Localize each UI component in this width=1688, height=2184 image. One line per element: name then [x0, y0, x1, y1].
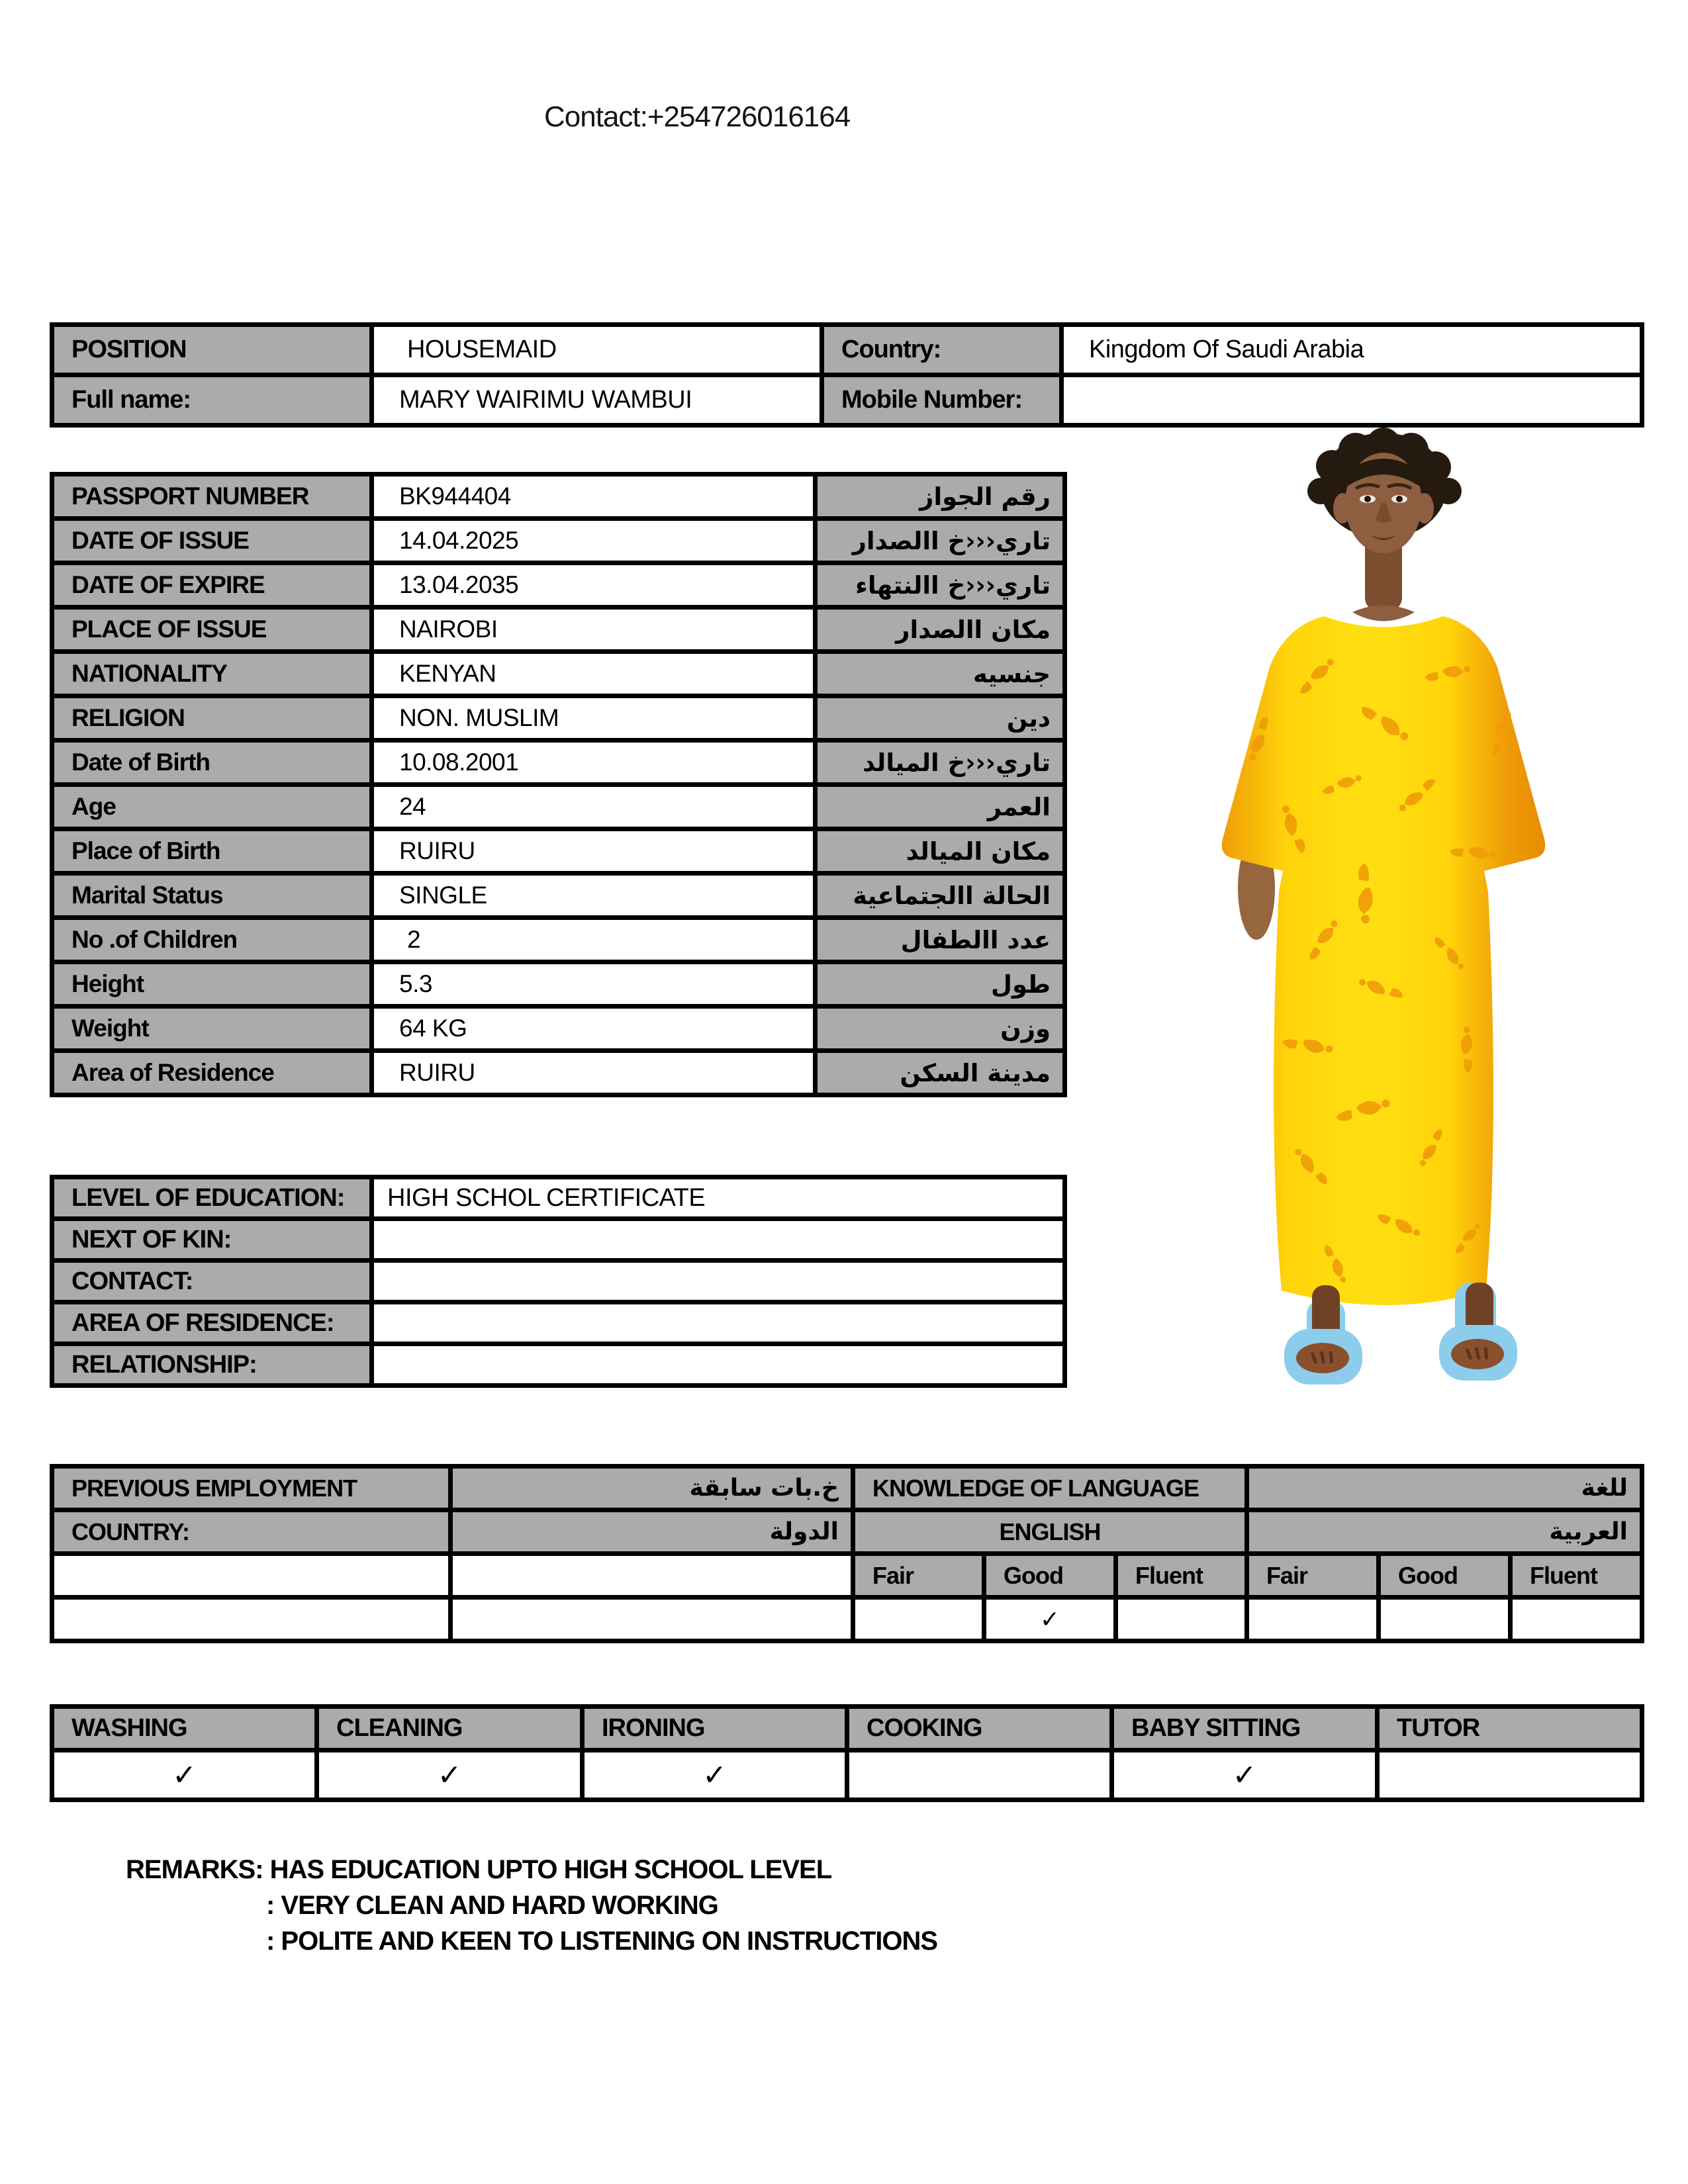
row-value-cell	[372, 1344, 1065, 1386]
row-value-cell: KENYAN	[372, 652, 816, 696]
table-row	[52, 519, 1065, 563]
position-label-cell: POSITION	[52, 325, 372, 375]
table-row	[52, 785, 1065, 829]
header-row-fullname	[52, 375, 1642, 426]
skill-babysitting-header-cell: BABY SITTING	[1112, 1707, 1378, 1751]
row-arabic-cell: وزن	[816, 1007, 1065, 1051]
skill-ironing-check-cell: ✓	[583, 1751, 847, 1800]
row-value-cell: 64 KG	[372, 1007, 816, 1051]
row-arabic-cell: تاري‹‹‹خ االنتهاء	[816, 563, 1065, 608]
row-arabic-cell: عدد االطفال	[816, 918, 1065, 962]
language-checks-row	[52, 1598, 1642, 1641]
english-fluent-check-cell	[1116, 1598, 1247, 1641]
neckline-skin	[1352, 606, 1415, 621]
skills-table	[50, 1704, 1644, 1802]
row-arabic-cell: مكان الميالد	[816, 829, 1065, 874]
arabic-fluent-check-cell	[1511, 1598, 1642, 1641]
row-value-cell: NON. MUSLIM	[372, 696, 816, 741]
row-arabic-cell: دين	[816, 696, 1065, 741]
row-value-cell	[372, 1261, 1065, 1302]
row-label-cell: Weight	[52, 1007, 372, 1051]
row-label-cell: PASSPORT NUMBER	[52, 475, 372, 519]
employment-entry-cell	[52, 1598, 451, 1641]
employment-entry-cell	[52, 1554, 451, 1598]
remarks-line-2: : VERY CLEAN AND HARD WORKING	[266, 1891, 718, 1920]
row-value-cell: 14.04.2025	[372, 519, 816, 563]
skill-washing-check-cell: ✓	[52, 1751, 317, 1800]
row-label-cell: RELATIONSHIP:	[52, 1344, 372, 1386]
employment-country-label-cell: COUNTRY:	[52, 1510, 451, 1554]
row-value-cell: 5.3	[372, 962, 816, 1007]
arabic-good-header-cell: Good	[1379, 1554, 1511, 1598]
row-value-cell: 10.08.2001	[372, 741, 816, 785]
row-label-cell: No .of Children	[52, 918, 372, 962]
row-arabic-cell: جنسيه	[816, 652, 1065, 696]
table-row	[52, 475, 1065, 519]
language-levels-row	[52, 1554, 1642, 1598]
row-label-cell: AREA OF RESIDENCE:	[52, 1302, 372, 1344]
row-label-cell: Height	[52, 962, 372, 1007]
country-label-cell: Country:	[822, 325, 1062, 375]
row-arabic-cell: تاري‹‹‹خ الميالد	[816, 741, 1065, 785]
row-label-cell: Marital Status	[52, 874, 372, 918]
row-value-cell: 2	[372, 918, 816, 962]
contact-line: Contact:+254726016164	[544, 101, 851, 133]
row-value-cell: RUIRU	[372, 829, 816, 874]
row-arabic-cell: العمر	[816, 785, 1065, 829]
english-language-header-cell: ENGLISH	[853, 1510, 1247, 1554]
passport-table	[50, 472, 1067, 1097]
knowledge-of-language-arabic-cell: للغة	[1247, 1467, 1642, 1510]
table-row	[52, 962, 1065, 1007]
row-arabic-cell: مكان االصدار	[816, 608, 1065, 652]
table-row	[52, 608, 1065, 652]
row-label-cell: LEVEL OF EDUCATION:	[52, 1177, 372, 1219]
arabic-fluent-header-cell: Fluent	[1511, 1554, 1642, 1598]
employment-language-table	[50, 1464, 1644, 1643]
country-value-cell: Kingdom Of Saudi Arabia	[1062, 325, 1642, 375]
table-row	[52, 1177, 1065, 1219]
row-label-cell: NEXT OF KIN:	[52, 1219, 372, 1261]
mobile-value-cell	[1062, 375, 1642, 426]
skill-cooking-header-cell: COOKING	[847, 1707, 1112, 1751]
skill-cleaning-check-cell: ✓	[317, 1751, 583, 1800]
fullname-label-cell: Full name:	[52, 375, 372, 426]
english-good-check-cell: ✓	[984, 1598, 1116, 1641]
right-sandal	[1439, 1325, 1517, 1381]
remarks-line-1: REMARKS: HAS EDUCATION UPTO HIGH SCHOOL LEVEL	[126, 1855, 832, 1884]
education-table	[50, 1175, 1067, 1388]
skill-babysitting-check-cell: ✓	[1112, 1751, 1378, 1800]
table-row	[52, 741, 1065, 785]
skill-washing-header-cell: WASHING	[52, 1707, 317, 1751]
employment-country-entry-cell	[451, 1598, 853, 1641]
position-value-cell: HOUSEMAID	[372, 325, 822, 375]
table-row	[52, 1344, 1065, 1386]
row-arabic-cell: الحالة االجتماعية	[816, 874, 1065, 918]
table-row	[52, 1051, 1065, 1095]
row-value-cell: 13.04.2035	[372, 563, 816, 608]
table-row	[52, 652, 1065, 696]
mobile-label-cell: Mobile Number:	[822, 375, 1062, 426]
row-arabic-cell: تاري‹‹‹خ االصدار	[816, 519, 1065, 563]
row-arabic-cell: رقم الجواز	[816, 475, 1065, 519]
row-arabic-cell: مدينة السكن	[816, 1051, 1065, 1095]
row-label-cell: PLACE OF ISSUE	[52, 608, 372, 652]
english-fair-check-cell	[853, 1598, 984, 1641]
employment-header-row	[52, 1467, 1642, 1510]
header-table	[50, 322, 1644, 428]
table-row	[52, 874, 1065, 918]
skill-ironing-header-cell: IRONING	[583, 1707, 847, 1751]
row-value-cell: SINGLE	[372, 874, 816, 918]
left-sandal	[1284, 1329, 1362, 1385]
row-value-cell: RUIRU	[372, 1051, 816, 1095]
employment-country-arabic-cell: الدولة	[451, 1510, 853, 1554]
arabic-fair-check-cell	[1247, 1598, 1379, 1641]
row-value-cell	[372, 1302, 1065, 1344]
skills-checks-row	[52, 1751, 1642, 1800]
row-label-cell: RELIGION	[52, 696, 372, 741]
table-row	[52, 829, 1065, 874]
table-row	[52, 1261, 1065, 1302]
arabic-good-check-cell	[1379, 1598, 1511, 1641]
skill-tutor-header-cell: TUTOR	[1378, 1707, 1642, 1751]
row-value-cell: 24	[372, 785, 816, 829]
english-good-header-cell: Good	[984, 1554, 1116, 1598]
arabic-fair-header-cell: Fair	[1247, 1554, 1379, 1598]
employment-country-row	[52, 1510, 1642, 1554]
applicant-photo	[1185, 425, 1615, 1390]
table-row	[52, 563, 1065, 608]
table-row	[52, 1219, 1065, 1261]
row-label-cell: Area of Residence	[52, 1051, 372, 1095]
previous-employment-label-cell: PREVIOUS EMPLOYMENT	[52, 1467, 451, 1510]
remarks-section	[126, 1852, 937, 1959]
skill-cleaning-header-cell: CLEANING	[317, 1707, 583, 1751]
row-label-cell: Age	[52, 785, 372, 829]
row-label-cell: Place of Birth	[52, 829, 372, 874]
table-row	[52, 1007, 1065, 1051]
arabic-language-header-cell: العربية	[1247, 1510, 1642, 1554]
row-label-cell: DATE OF ISSUE	[52, 519, 372, 563]
skills-header-row	[52, 1707, 1642, 1751]
english-fair-header-cell: Fair	[853, 1554, 984, 1598]
fullname-value-cell: MARY WAIRIMU WAMBUI	[372, 375, 822, 426]
row-value-cell: NAIROBI	[372, 608, 816, 652]
skill-cooking-check-cell	[847, 1751, 1112, 1800]
employment-country-entry-cell	[451, 1554, 853, 1598]
row-arabic-cell: طول	[816, 962, 1065, 1007]
row-value-cell: HIGH SCHOL CERTIFICATE	[372, 1177, 1065, 1219]
row-label-cell: Date of Birth	[52, 741, 372, 785]
table-row	[52, 918, 1065, 962]
remarks-line-3: : POLITE AND KEEN TO LISTENING ON INSTRUCTIONS	[266, 1927, 938, 1956]
knowledge-of-language-label-cell: KNOWLEDGE OF LANGUAGE	[853, 1467, 1247, 1510]
english-fluent-header-cell: Fluent	[1116, 1554, 1247, 1598]
applicant-photo-illustration	[1185, 425, 1615, 1390]
row-label-cell: DATE OF EXPIRE	[52, 563, 372, 608]
skill-tutor-check-cell	[1378, 1751, 1642, 1800]
row-value-cell	[372, 1219, 1065, 1261]
table-row	[52, 1302, 1065, 1344]
previous-employment-arabic-cell: خ.بات سابقة	[451, 1467, 853, 1510]
header-row-position	[52, 325, 1642, 375]
row-label-cell: NATIONALITY	[52, 652, 372, 696]
row-label-cell: CONTACT:	[52, 1261, 372, 1302]
table-row	[52, 696, 1065, 741]
row-value-cell: BK944404	[372, 475, 816, 519]
